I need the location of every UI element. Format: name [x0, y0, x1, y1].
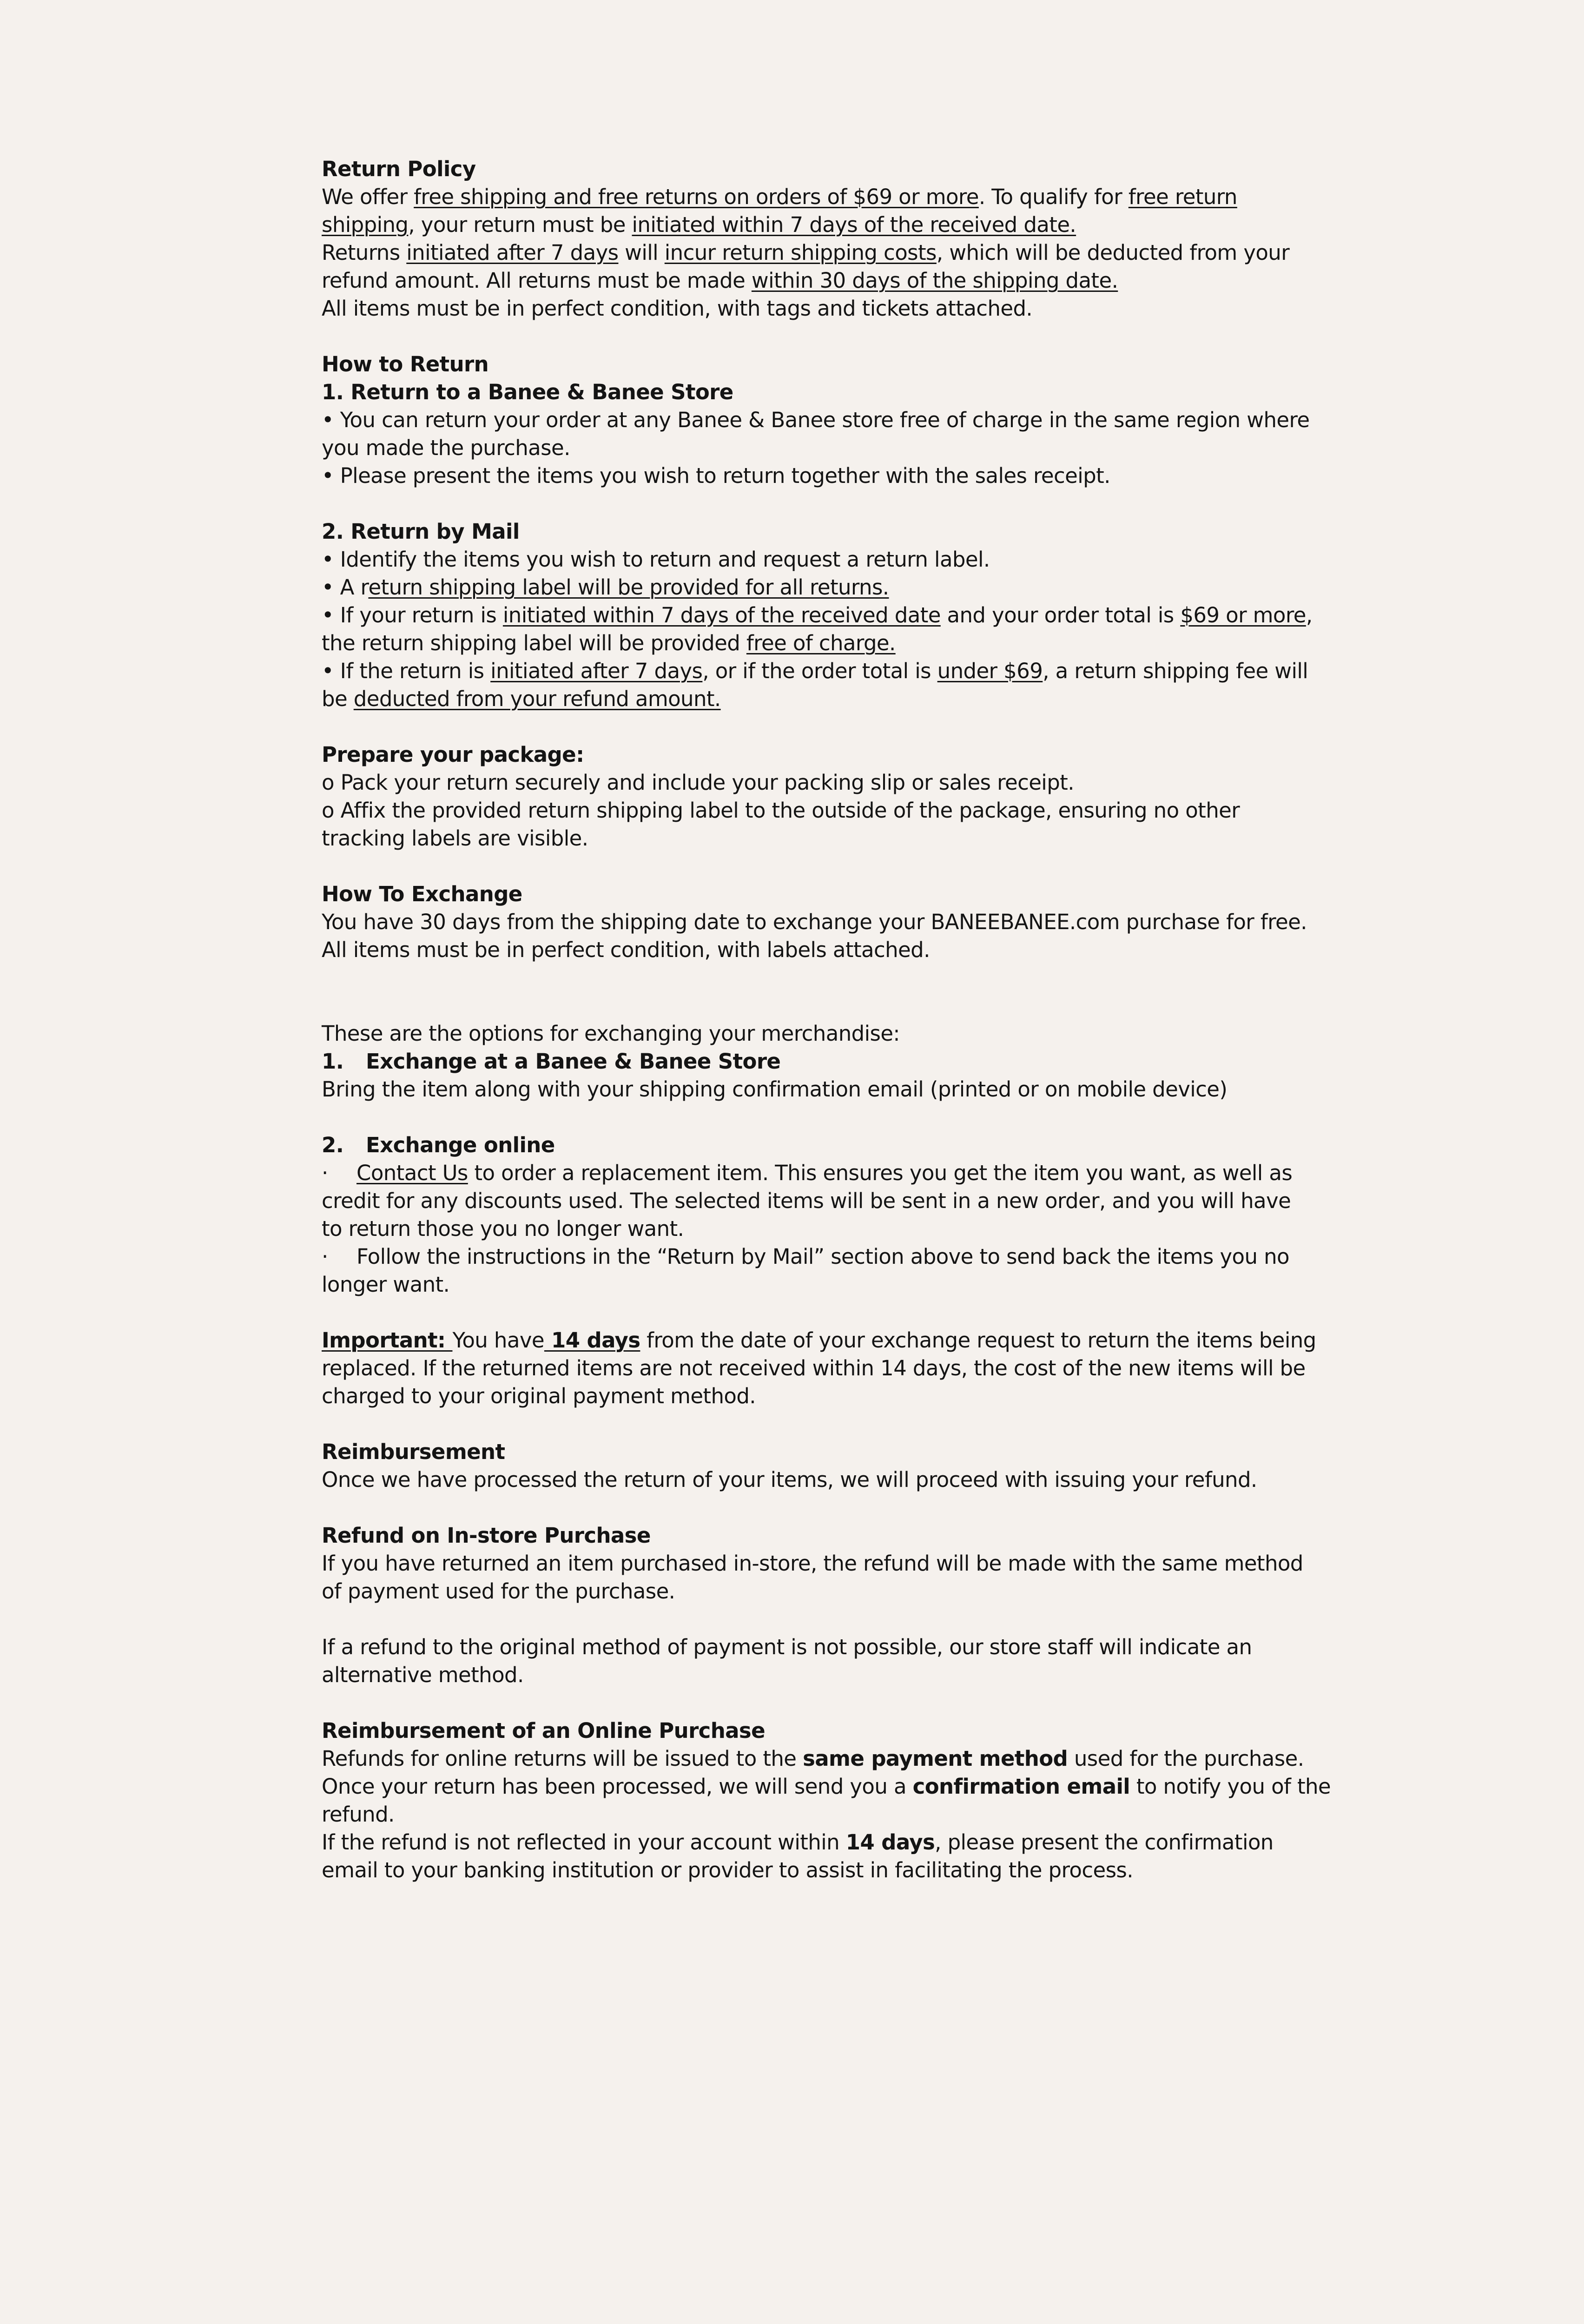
spacer: [322, 1410, 1270, 1438]
exchange-line-2: All items must be in perfect condition, with labels attached.: [322, 938, 930, 962]
within-7-days: initiated within 7 days of the received date: [502, 603, 941, 627]
online-refund-heading: Reimbursement of an Online Purchase: [322, 1718, 766, 1743]
mail-bullet-4: [322, 657, 1308, 685]
under-threshold: under $69: [937, 659, 1043, 683]
fourteen-days: 14 days: [845, 1830, 935, 1855]
spacer: [322, 323, 1270, 350]
spacer: [322, 1103, 1270, 1131]
spacer: [322, 1299, 1270, 1327]
return-policy-line-1: [322, 183, 1270, 211]
instore-refund-line-2: of payment used for the purchase.: [322, 1579, 675, 1604]
exchange-online-bullet-1-cont: to return those you no longer want.: [322, 1216, 684, 1241]
mail-bullet-4-cont: [322, 685, 1270, 713]
return-window: initiated within 7 days of the received date.: [632, 212, 1076, 237]
text: the return shipping label will be provided: [322, 631, 746, 655]
return-shipping-costs: incur return shipping costs: [664, 240, 937, 265]
exchange-line-1: You have 30 days from the shipping date to exchange your BANEEBANEE.com purchase for free.: [322, 910, 1307, 934]
text: If the refund is not reflected in your account within: [322, 1830, 846, 1855]
text: , your return must be: [408, 212, 632, 237]
spacer: [322, 1689, 1270, 1717]
mail-bullet-3: [322, 601, 1313, 629]
mail-bullet-2: [322, 574, 1270, 601]
free-return-shipping-cont: shipping: [322, 212, 409, 237]
online-refund-line-4: [322, 1829, 1274, 1856]
text: will: [618, 240, 665, 265]
spacer: [322, 964, 1270, 1020]
contact-us-link[interactable]: Contact Us: [356, 1161, 468, 1185]
text: • If your return is: [322, 603, 503, 627]
online-refund-line-2: [322, 1773, 1331, 1801]
bullet: ·: [322, 1244, 328, 1269]
text: Returns: [322, 240, 407, 265]
prepare-item-1: o Pack your return securely and include your packing slip or sales receipt.: [322, 770, 1074, 795]
exchange-option-1-text: Bring the item along with your shipping confirmation email (printed or on mobile device): [322, 1077, 1228, 1102]
text: You have: [452, 1328, 544, 1353]
text: . To qualify for: [978, 185, 1129, 209]
return-to-store-heading: 1. Return to a Banee & Banee Store: [322, 380, 733, 404]
exchange-options-intro: These are the options for exchanging your merchandise:: [322, 1021, 900, 1046]
online-refund-line-1: [322, 1745, 1304, 1773]
spacer: [322, 852, 1270, 880]
prepare-item-2-cont: tracking labels are visible.: [322, 826, 588, 851]
instore-refund-heading: Refund on In-store Purchase: [322, 1523, 651, 1548]
return-policy-line-4: [322, 267, 1270, 295]
text: • A r: [322, 575, 369, 600]
mail-bullet-3-cont: [322, 629, 1270, 657]
return-policy-document: [322, 155, 1331, 1884]
bullet: ·: [322, 1161, 328, 1185]
option-number: 2.: [322, 1133, 344, 1157]
text: refund amount. All returns must be made: [322, 268, 752, 293]
text: be: [322, 687, 354, 711]
text: to notify you of the: [1130, 1774, 1331, 1799]
exchange-option-2-heading: [322, 1131, 1270, 1159]
online-refund-line-5: email to your banking institution or provider to assist in facilitating the process.: [322, 1858, 1133, 1882]
instore-refund-line-3: If a refund to the original method of payment is not possible, our store staff will indicate an: [322, 1635, 1252, 1659]
exchange-online-bullet-2: [322, 1243, 1289, 1271]
text: from the date of your exchange request to return the items being: [640, 1328, 1316, 1353]
text: ,: [1306, 603, 1313, 627]
text: , which will be deducted from your: [936, 240, 1290, 265]
option-title: Exchange online: [366, 1133, 555, 1157]
thirty-day-window: within 30 days of the shipping date.: [751, 268, 1118, 293]
spacer: [322, 1494, 1270, 1522]
text: • If the return is: [322, 659, 491, 683]
exchange-online-bullet-1: [322, 1159, 1293, 1187]
free-of-charge: free of charge.: [746, 631, 896, 655]
order-threshold: $69 or more: [1180, 603, 1306, 627]
text: , please present the confirmation: [935, 1830, 1274, 1855]
important-note-cont: replaced. If the returned items are not received within 14 days, the cost of the new items will be: [322, 1356, 1306, 1380]
store-bullet-2: • Please present the items you wish to return together with the sales receipt.: [322, 463, 1110, 488]
free-returns-threshold: free shipping and free returns on orders of $69 or more: [414, 185, 979, 209]
label-provided: eturn shipping label will be provided for all returns.: [368, 575, 889, 600]
spacer: [322, 713, 1270, 741]
return-policy-line-2: [322, 211, 1270, 239]
spacer: [322, 490, 1270, 518]
option-number: 1.: [322, 1049, 344, 1074]
text: Once your return has been processed, we will send you a: [322, 1774, 913, 1799]
important-label: Important:: [322, 1328, 453, 1353]
exchange-online-bullet-1-cont: credit for any discounts used. The selected items will be sent in a new order, and you will have: [322, 1188, 1291, 1213]
important-note: [322, 1327, 1316, 1354]
online-refund-line-3: refund.: [322, 1802, 395, 1827]
mail-bullet-1: • Identify the items you wish to return and request a return label.: [322, 547, 990, 572]
text: and your order total is: [940, 603, 1181, 627]
deducted-from-refund: deducted from your refund amount.: [353, 687, 721, 711]
return-by-mail-heading: 2. Return by Mail: [322, 519, 520, 544]
spacer: [322, 1605, 1270, 1633]
prepare-package-heading: Prepare your package:: [322, 742, 584, 767]
instore-refund-line-1: If you have returned an item purchased in-store, the refund will be made with the same method: [322, 1551, 1303, 1576]
text: Refunds for online returns will be issued to the: [322, 1746, 803, 1771]
return-policy-line-5: All items must be in perfect condition, with tags and tickets attached.: [322, 296, 1033, 321]
how-to-exchange-heading: How To Exchange: [322, 882, 522, 906]
text: , or if the order total is: [702, 659, 937, 683]
store-bullet-1-cont: you made the purchase.: [322, 436, 570, 460]
reimbursement-heading: Reimbursement: [322, 1439, 505, 1464]
confirmation-email: confirmation email: [912, 1774, 1130, 1799]
text: , a return shipping fee will: [1043, 659, 1308, 683]
option-title: Exchange at a Banee & Banee Store: [366, 1049, 781, 1074]
prepare-item-2: o Affix the provided return shipping label to the outside of the package, ensuring no other: [322, 798, 1240, 823]
after-7-days: initiated after 7 days: [490, 659, 703, 683]
exchange-option-1-heading: [322, 1048, 1270, 1076]
return-policy-line-3: [322, 239, 1290, 267]
text: We offer: [322, 185, 414, 209]
return-policy-heading: Return Policy: [322, 157, 476, 181]
exchange-online-bullet-2-cont: longer want.: [322, 1272, 450, 1297]
fourteen-days: 14 days: [544, 1328, 640, 1353]
instore-refund-line-4: alternative method.: [322, 1663, 524, 1687]
text: Follow the instructions in the “Return by Mail” section above to send back the items you no: [356, 1244, 1289, 1269]
text: used for the purchase.: [1068, 1746, 1304, 1771]
store-bullet-1: • You can return your order at any Banee & Banee store free of charge in the same region where: [322, 408, 1310, 432]
important-note-cont: charged to your original payment method.: [322, 1384, 756, 1408]
same-payment-method: same payment method: [803, 1746, 1068, 1771]
reimbursement-text: Once we have processed the return of your items, we will proceed with issuing your refund.: [322, 1467, 1257, 1492]
text: to order a replacement item. This ensures you get the item you want, as well as: [468, 1161, 1293, 1185]
how-to-return-heading: How to Return: [322, 352, 489, 376]
free-return-shipping: free return: [1128, 185, 1237, 209]
late-returns: initiated after 7 days: [406, 240, 619, 265]
